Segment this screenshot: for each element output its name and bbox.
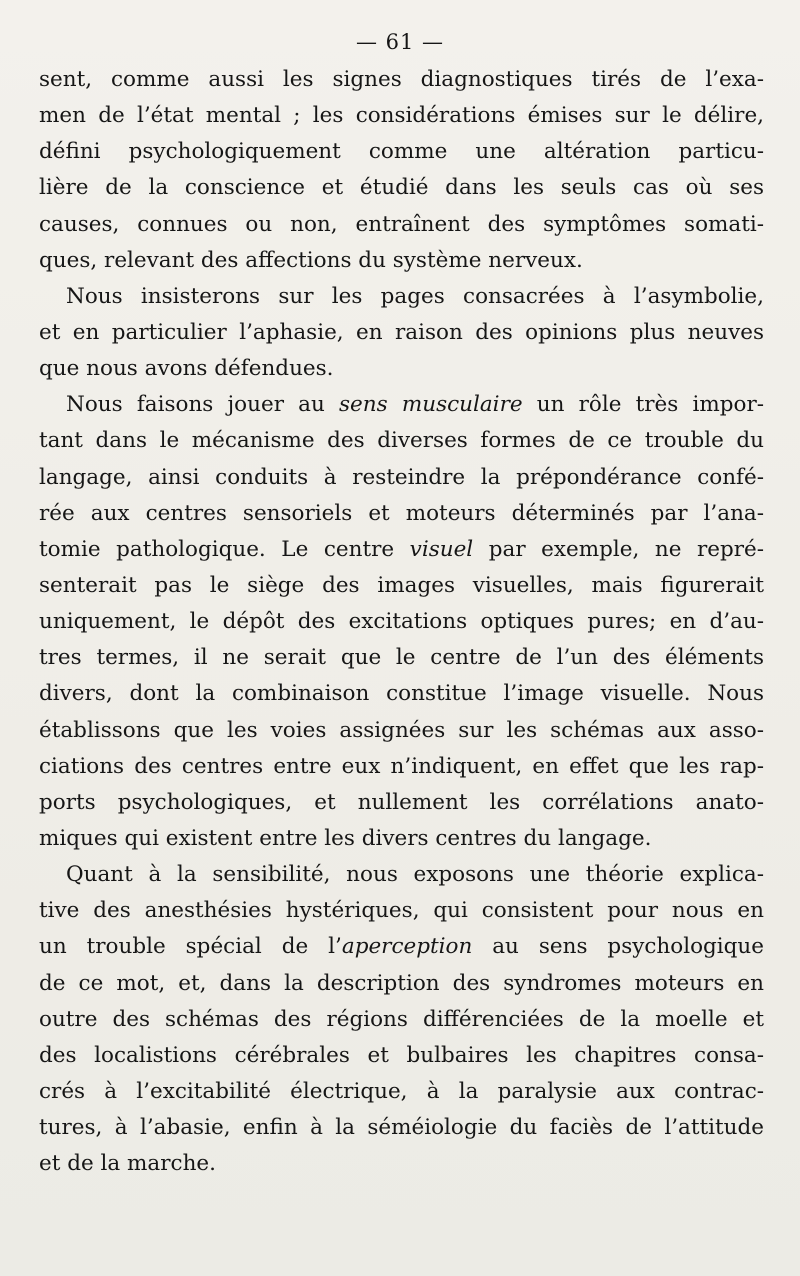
text-fragment: tures, à l’abasie, enfin à la séméiologie du faciès de l’attitude (39, 1115, 764, 1141)
text-fragment: ciations des centres entre eux n’indiquent, en effet que les rap- (39, 753, 764, 779)
text-fragment: au sens psychologique (472, 934, 764, 960)
text-fragment: crés à l’excitabilité électrique, à la paralysie aux contrac- (39, 1078, 764, 1104)
text-fragment: et de la marche. (39, 1151, 216, 1177)
text-line (39, 207, 764, 243)
text-fragment: établissons que les voies assignées sur les schémas aux asso- (39, 717, 764, 743)
text-line (39, 279, 764, 315)
text-fragment: tive des anesthésies hystériques, qui consistent pour nous en (39, 898, 764, 924)
text-fragment: défini psychologiquement comme une altération particu- (39, 139, 764, 165)
text-line (39, 460, 764, 496)
text-fragment: ports psychologiques, et nullement les corrélations anato- (39, 789, 764, 815)
text-line (39, 604, 764, 640)
text-line (39, 98, 764, 134)
text-line (39, 1002, 764, 1038)
text-line (39, 351, 764, 387)
text-fragment: lière de la conscience et étudié dans les seuls cas où ses (39, 175, 764, 201)
text-fragment: et en particulier l’aphasie, en raison des opinions plus neuves (39, 319, 764, 345)
italic-term: sens musculaire (339, 392, 523, 418)
text-fragment: rée aux centres sensoriels et moteurs déterminés par l’ana- (39, 500, 764, 526)
text-fragment: outre des schémas des régions différenciées de la moelle et (39, 1006, 764, 1032)
text-fragment: langage, ainsi conduits à resteindre la prépondérance confé- (39, 464, 764, 490)
text-line (39, 134, 764, 170)
text-fragment: par exemple, ne repré- (473, 536, 764, 562)
text-fragment: causes, connues ou non, entraînent des symptômes somati- (39, 211, 764, 237)
text-fragment: Nous insisterons sur les pages consacrées à l’asymbolie, (66, 283, 764, 309)
text-fragment: des localistions cérébrales et bulbaires les chapitres consa- (39, 1042, 764, 1068)
text-fragment: que nous avons défendues. (39, 356, 334, 382)
text-line (39, 387, 764, 423)
text-line (39, 62, 764, 98)
text-fragment: sent, comme aussi les signes diagnostiques tirés de l’exa- (39, 67, 764, 92)
text-fragment: tomie pathologique. Le centre (39, 536, 410, 562)
text-line (39, 568, 764, 604)
text-line (39, 676, 764, 712)
text-line (39, 170, 764, 206)
text-line (39, 1146, 764, 1182)
text-fragment: uniquement, le dépôt des excitations optiques pures; en d’au- (39, 609, 764, 635)
body-text (39, 62, 764, 1182)
text-fragment: tant dans le mécanisme des diverses formes de ce trouble du (39, 428, 764, 454)
text-line (39, 1110, 764, 1146)
text-line (39, 785, 764, 821)
text-fragment: Nous faisons jouer au (66, 392, 340, 418)
text-fragment: tres termes, il ne serait que le centre de l’un des éléments (39, 645, 764, 671)
text-fragment: divers, dont la combinaison constitue l’image visuelle. Nous (39, 681, 764, 707)
page-number: — 61 — (355, 30, 445, 54)
text-fragment: un rôle très impor- (522, 392, 765, 418)
text-line (39, 532, 764, 568)
text-line (39, 857, 764, 893)
text-line (39, 821, 764, 857)
text-line (39, 713, 764, 749)
text-line (39, 749, 764, 785)
text-fragment: un trouble spécial de l’ (39, 934, 342, 960)
text-fragment: de ce mot, et, dans la description des syndromes moteurs en (39, 970, 764, 996)
italic-term: visuel (409, 536, 474, 562)
text-line (39, 1038, 764, 1074)
text-line (39, 1074, 764, 1110)
text-fragment: senterait pas le siège des images visuelles, mais figurerait (39, 572, 764, 598)
italic-term: aperception (341, 934, 473, 960)
text-line (39, 929, 764, 965)
text-line (39, 966, 764, 1002)
text-line (39, 315, 764, 351)
text-line (39, 423, 764, 459)
text-fragment: ques, relevant des affections du système nerveux. (39, 247, 583, 273)
text-line (39, 893, 764, 929)
text-fragment: miques qui existent entre les divers centres du langage. (39, 825, 652, 851)
text-line (39, 243, 764, 279)
text-line (39, 496, 764, 532)
text-fragment: men de l’état mental ; les considérations émises sur le délire, (39, 103, 764, 129)
text-line (39, 640, 764, 676)
text-fragment: Quant à la sensibilité, nous exposons une théorie explica- (66, 862, 764, 888)
